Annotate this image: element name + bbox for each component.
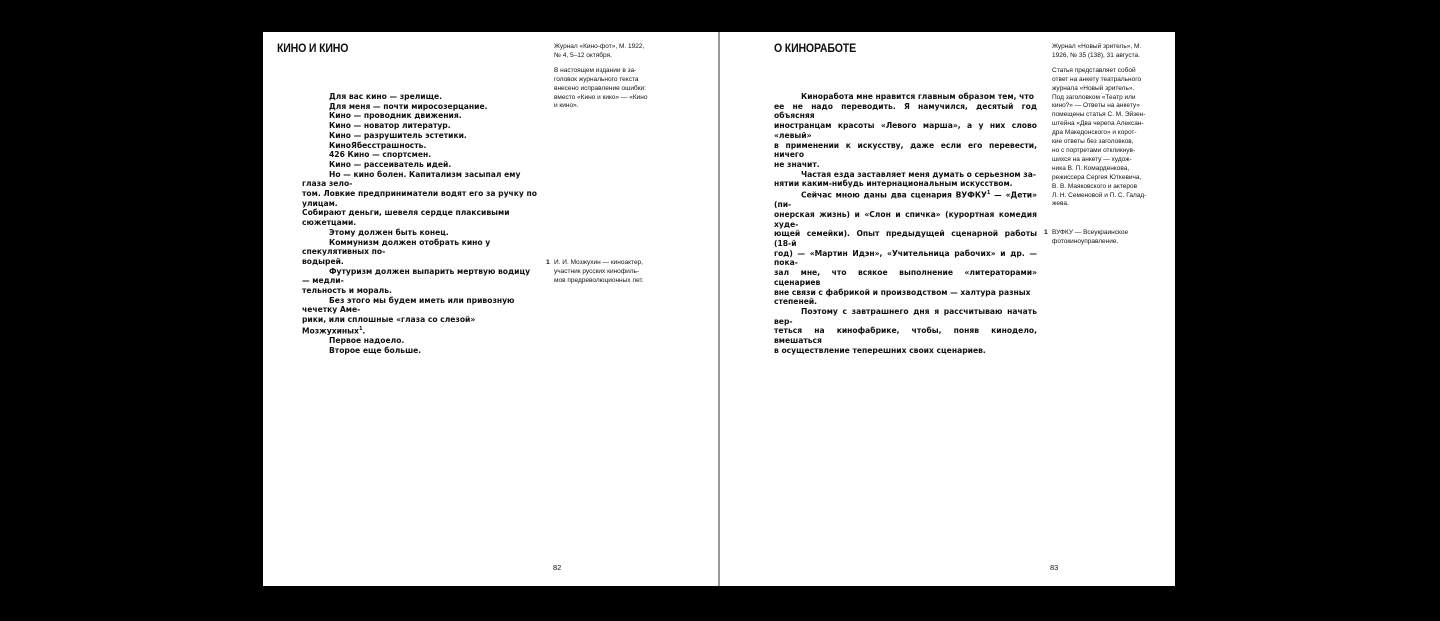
footnote: И. И. Мозжухин — киноактер, участник русских кинофиль- мов предреволюционных лет. [554, 259, 644, 284]
footnote-ref[interactable]: 1 [986, 190, 991, 197]
text-line: Первое надоело. [329, 336, 405, 346]
page-number: 82 [553, 563, 562, 572]
text-line: водырей. [302, 256, 344, 266]
text-line: рики, или сплошные «глаза со слезой» Мозжухиных$^1$. [302, 315, 476, 336]
source-note: Журнал «Новый зритель», М. 1926, № 35 (138), 31 августа. Статья представляет собой ответ на анкету театрального журнала «Новый зритель». Под заголовком «Театр или кино?» — Ответы на анкету» помещены статья С. М. Эйзен- штейна «Два черепа Алексан- дра Македонского» и корот- кие ответы без заголовков, но с портретами откликнув- шихся на анкету — худож- ника В. П. Комарденкова, режиссера Сергея Юткевича, В. В. Маяковского и актеров Л. Н. Семеновой и П. С. Галад- жева. [1052, 43, 1170, 215]
footnote-number: 1 [546, 259, 550, 266]
text-line: Кино — рассеиватель идей. [329, 159, 452, 169]
text-line: 426 Кино — спортсмен. [329, 150, 432, 160]
footnote: ВУФКУ — Всеукраинское фотокиноуправление. [1052, 229, 1129, 245]
page-title: КИНО И КИНО [277, 41, 349, 55]
footnote-ref[interactable]: 1 [358, 325, 363, 332]
text-line: КиноЯбесстрашность. [329, 140, 427, 150]
source-note: Журнал «Кино-фот», М. 1922, № 4, 5–12 октября. В настоящем издании в за- головок журнального текста внесено исправление ошибки: вместо «Кино и кико» — «Кино и кино». [554, 43, 679, 117]
text-line: Собирают деньги, шевеля сердце плаксивыми сюжетцами. [302, 208, 510, 228]
text-line: Но — кино болен. Капитализм засыпал ему глаза зело- [302, 169, 521, 189]
text-line: Кино — проводник движения. [329, 111, 462, 121]
left-page [263, 32, 718, 586]
text-line: Кино — разрушитель эстетики. [329, 130, 467, 140]
article-body: Киноработа мне нравится главным образом тем, что ее не надо переводить. Я намучился, десятый год объясняя иностранцам красоты «Левого марша», а у них слово «левый» в применении к искусству, даже если его перевести, ничего не значит. Частая езда заставляет меня думать о серьезном за- нятии каким-нибудь интернациональным искусством. Сейчас мною даны два сценария ВУФКУ$^1$ — «Дети» (пи- онерская жизнь) и «Слон и спичка» (курортная комедия худе- ющей семейки). Опыт предыдущей сценарной работы (18-й год) — «Мартин Идэн», «Учительница рабочих» и др. — пока- зал мне, что всякое выполнение «литераторами» сценариев вне связи с фабрикой и производством — халтура разных степеней. Поэтому с завтрашнего дня я рассчитываю начать вер- теться на кинофабрике, чтобы, поняв кинодело, вмешаться в осуществление теперешних своих сценариев. [774, 92, 1038, 355]
poem-body [302, 92, 540, 356]
text-line: Кино — новатор литератур. [329, 121, 451, 131]
footnote-number: 1 [1044, 229, 1048, 236]
text-line: Этому должен быть конец. [329, 227, 449, 237]
editor-note: Статья представляет собой ответ на анкету театрального журнала «Новый зритель». Под заголовком «Театр или кино?» — Ответы на анкету» помещены статья С. М. Эйзен- штейна «Два черепа Алексан- дра Македонского» и корот- кие ответы без заголовков, но с портретами откликнув- шихся на анкету — худож- ника В. П. Комарденкова, режиссера Сергея Юткевича, В. В. Маяковского и актеров Л. Н. Семеновой и П. С. Галад- жева. [1052, 66, 1147, 208]
text-line: Для меня — почти миросозерцание. [329, 101, 488, 111]
page-title: О КИНОРАБОТЕ [774, 41, 856, 55]
text-line: Коммунизм должен отобрать кино у спекулятивных по- [302, 237, 491, 257]
right-page [720, 32, 1175, 586]
text-line: Для вас кино — зрелище. [329, 92, 443, 101]
book-spread [263, 32, 1175, 586]
text-line: тельность и мораль. [302, 286, 392, 296]
editor-note: В настоящем издании в за- головок журнального текста внесено исправление ошибки: вместо «Кино и кико» — «Кино и кино». [554, 66, 648, 110]
text-line: Футуризм должен выпарить мертвую водицу — медли- [302, 266, 531, 286]
text-line: том. Ловкие предприниматели водят его за ручку по улицам. [302, 189, 537, 208]
text-line: Второе еще больше. [329, 345, 422, 355]
page-number: 83 [1050, 563, 1059, 572]
text-line: Без этого мы будем иметь или привозную чечетку Аме- [302, 295, 515, 315]
